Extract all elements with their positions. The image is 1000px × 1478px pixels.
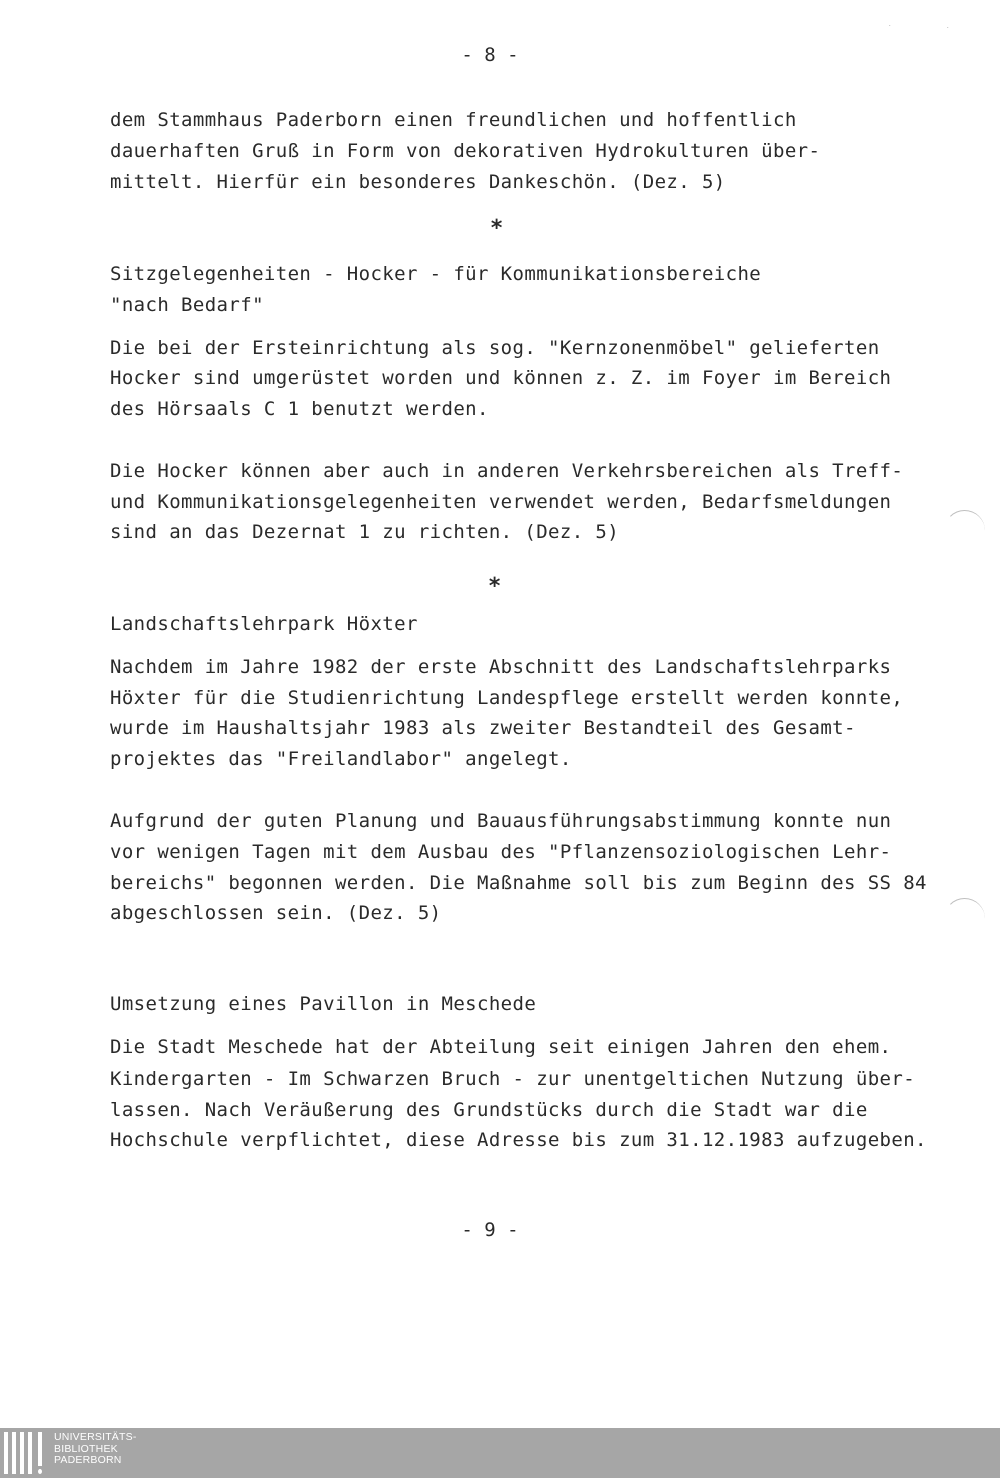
- text-line: projektes das "Freilandlabor" angelegt.: [110, 748, 572, 770]
- text-line: lassen. Nach Veräußerung des Grundstücks durch die Stadt war die: [110, 1099, 868, 1121]
- text-line: Hochschule verpflichtet, diese Adresse bis zum 31.12.1983 aufzugeben.: [110, 1129, 927, 1151]
- text-line: bereichs" begonnen werden. Die Maßnahme soll bis zum Beginn des SS 84: [110, 872, 927, 894]
- section-heading: "nach Bedarf": [110, 294, 264, 316]
- text-line: abgeschlossen sein. (Dez. 5): [110, 902, 442, 924]
- logo-line: UNIVERSITÄTS-: [54, 1431, 137, 1443]
- punch-hole-mark: [944, 898, 985, 939]
- next-page-reference: - 9 -: [461, 1219, 519, 1241]
- text-line: dem Stammhaus Paderborn einen freundlichen und hoffentlich: [110, 109, 797, 131]
- logo-line: BIBLIOTHEK: [54, 1442, 118, 1455]
- text-line: Die Hocker können aber auch in anderen Verkehrsbereichen als Treff-: [110, 460, 904, 482]
- section-separator: *: [490, 216, 504, 241]
- section-heading: Umsetzung eines Pavillon in Meschede: [110, 993, 537, 1015]
- text-line: Hocker sind umgerüstet worden und können z. Z. im Foyer im Bereich: [110, 367, 892, 389]
- library-footer-bar: [0, 1428, 1000, 1478]
- text-line: Die bei der Ersteinrichtung als sog. "Kernzonenmöbel" gelieferten: [110, 337, 880, 359]
- text-line: Kindergarten - Im Schwarzen Bruch - zur unentgeltichen Nutzung über-: [110, 1068, 916, 1090]
- section-heading: Sitzgelegenheiten - Hocker - für Kommunikationsbereiche: [110, 263, 762, 285]
- text-line: vor wenigen Tagen mit dem Ausbau des "Pflanzensoziologischen Lehr-: [110, 841, 892, 863]
- punch-hole-mark: [944, 510, 985, 551]
- text-line: und Kommunikationsgelegenheiten verwendet werden, Bedarfsmeldungen: [110, 491, 892, 513]
- text-line: dauerhaften Gruß in Form von dekorativen Hydrokulturen über-: [110, 140, 821, 162]
- text-line: mittelt. Hierfür ein besonderes Dankeschön. (Dez. 5): [110, 171, 726, 193]
- logo-line: PADERBORN: [54, 1454, 122, 1466]
- library-logo-icon: [4, 1432, 50, 1474]
- section-separator: *: [488, 574, 502, 599]
- library-logo-text: [54, 1432, 137, 1467]
- section-heading: Landschaftslehrpark Höxter: [110, 613, 418, 635]
- text-line: Die Stadt Meschede hat der Abteilung seit einigen Jahren den ehem.: [110, 1036, 892, 1058]
- text-line: wurde im Haushaltsjahr 1983 als zweiter Bestandteil des Gesamt-: [110, 717, 856, 739]
- scan-speck: ․: [946, 20, 950, 31]
- text-line: Aufgrund der guten Planung und Bauausführungsabstimmung konnte nun: [110, 810, 892, 832]
- text-line: sind an das Dezernat 1 zu richten. (Dez. 5): [110, 521, 620, 543]
- text-line: Nachdem im Jahre 1982 der erste Abschnitt des Landschaftslehrparks: [110, 656, 892, 678]
- text-line: des Hörsaals C 1 benutzt werden.: [110, 398, 489, 420]
- text-line: Höxter für die Studienrichtung Landespflege erstellt werden konnte,: [110, 687, 904, 709]
- scan-speck: ․: [888, 18, 892, 29]
- page-number: - 8 -: [461, 44, 519, 66]
